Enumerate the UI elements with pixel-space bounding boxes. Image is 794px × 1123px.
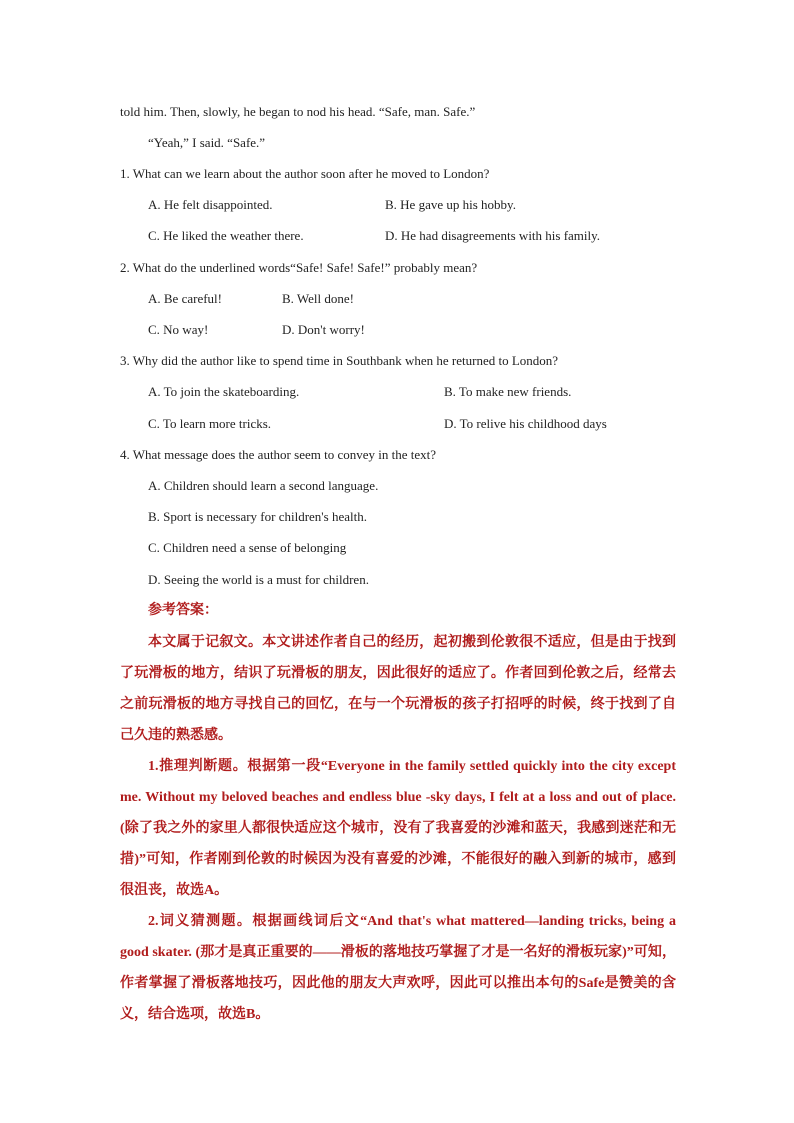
question-option: B. To make new friends. [444,384,572,399]
question-option: B. Sport is necessary for children's health. [148,509,367,524]
question-stem: 4. What message does the author seem to convey in the text? [120,447,436,462]
passage-line: told him. Then, slowly, he began to nod his head. “Safe, man. Safe.” [120,104,476,119]
question-option: D. Don't worry! [282,322,365,337]
question-option: A. Be careful! [148,291,222,306]
question-option: C. Children need a sense of belonging [148,540,347,555]
question-option: C. No way! [148,322,209,337]
question-option: D. To relive his childhood days [444,416,607,431]
answer-explanation-2: 2.词义猜测题。根据画线词后文“And that's what mattered—landing tricks, being a good skater. (那才是真正重要的——滑板的落地技巧掌握了才是一名好的滑板玩家)”可知，作者掌握了滑板落地技巧，因此他的朋友大声欢呼，因此可以推出本句的Safe是赞美的含义，结合选项，故选B。 [120,914,676,1022]
question-stem: 1. What can we learn about the author soon after he moved to London? [120,166,490,181]
question-stem: 2. What do the underlined words“Safe! Safe! Safe!” probably mean? [120,260,478,275]
question-option: A. He felt disappointed. [148,197,273,212]
passage-line: “Yeah,” I said. “Safe.” [148,135,266,150]
question-option: A. To join the skateboarding. [148,384,300,399]
question-option: B. He gave up his hobby. [385,197,516,212]
question-option: D. Seeing the world is a must for children. [148,572,369,587]
answer-key-heading: 参考答案： [148,603,218,618]
question-option: B. Well done! [282,291,355,306]
question-option: D. He had disagreements with his family. [385,228,601,243]
question-option: C. He liked the weather there. [148,228,304,243]
question-stem: 3. Why did the author like to spend time in Southbank when he returned to London? [120,353,559,368]
answer-summary: 本文属于记叙文。本文讲述作者自己的经历，起初搬到伦敦很不适应，但是由于找到了玩滑板的地方，结识了玩滑板的朋友，因此很好的适应了。作者回到伦敦之后，经常去之前玩滑板的地方寻找自己的回忆，在与一个玩滑板的孩子打招呼的时候，终于找到了自己久违的熟悉感。 [120,635,676,743]
answer-explanation-1: 1.推理判断题。根据第一段“Everyone in the family settled quickly into the city except me. Without my beloved beaches and endless blue -sky days, I felt at a loss and out of place.(除了我之外的家里人都很快适应这个城市，没有了我喜爱的沙滩和蓝天，我感到迷茫和无措)”可知，作者刚到伦敦的时候因为没有喜爱的沙滩，不能很好的融入到新的城市，感到很沮丧，故选A。 [120,759,676,898]
question-option: C. To learn more tricks. [148,416,272,431]
question-option: A. Children should learn a second language. [148,478,379,493]
